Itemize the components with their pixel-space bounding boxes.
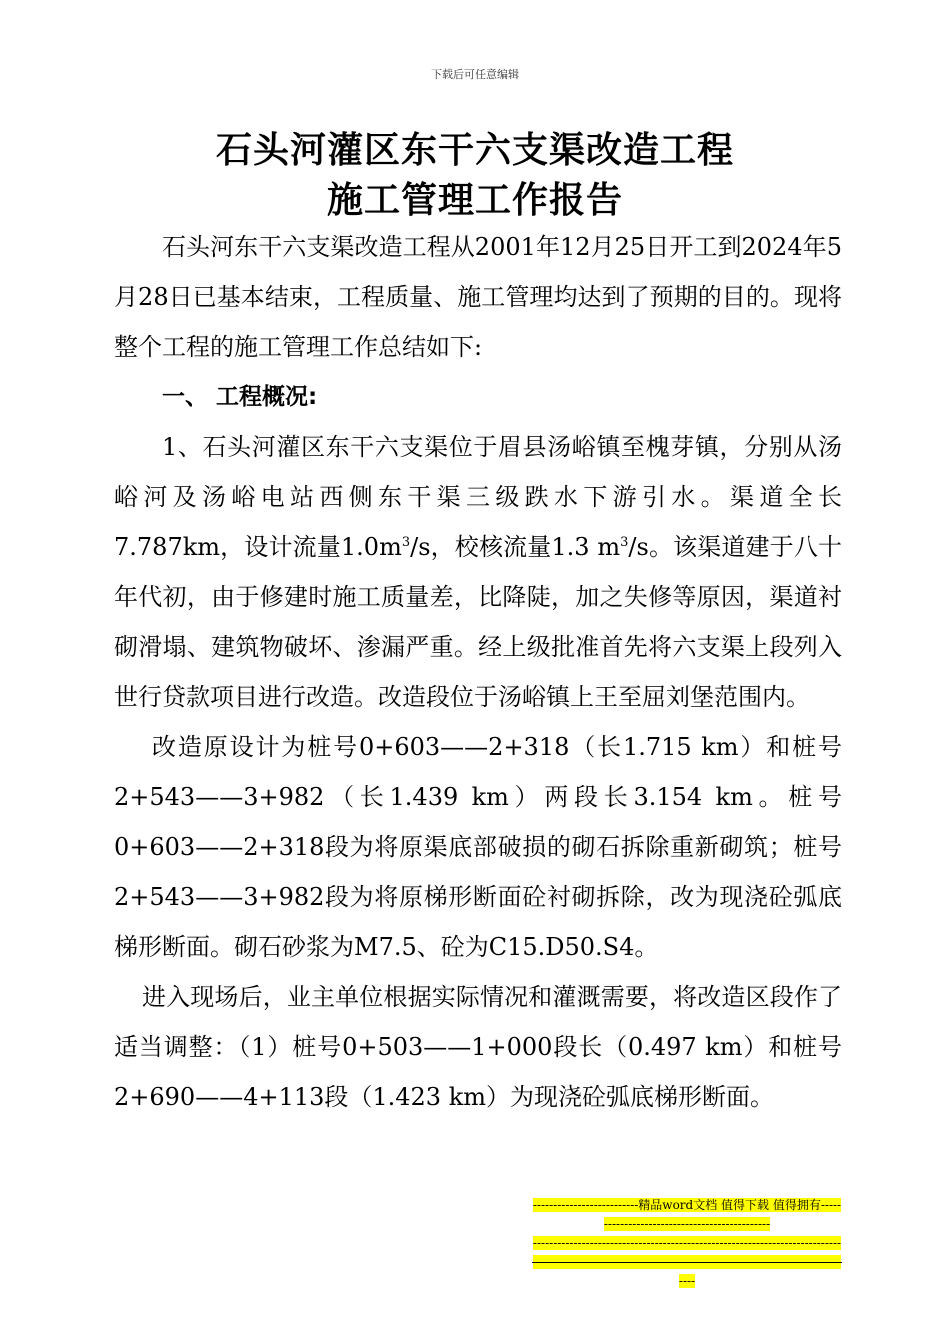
overview-text-a: 1、石头河灌区东干六支渠位于眉县汤峪镇至槐芽镇，分别从汤峪河及汤峪电站西侧东干渠三级跌水下游引水。渠道全长7.787km，设计流量1.0m [114, 433, 842, 561]
document-title-line-2: 施工管理工作报告 [326, 180, 623, 221]
overview-paragraph [114, 422, 842, 722]
footer-rule [532, 1262, 842, 1263]
intro-paragraph: 石头河东干六支渠改造工程从2001年12月25日开工到2024年5月28日已基本结束，工程质量、施工管理均达到了预期的目的。现将整个工程的施工管理工作总结如下: [114, 233, 842, 361]
superscript-3: 3 [620, 535, 629, 550]
section-heading: 一、 工程概况: [162, 384, 318, 410]
overview-text-c: /s。该渠道建于八十年代初，由于修建时施工质量差，比降陡，加之失修等原因，渠道衬砌滑塌、建筑物破坏、渗漏严重。经上级批准首先将六支渠上段列入世行贷款项目进行改造。改造段位于汤峪镇上王至屈刘堡范围内。 [114, 533, 842, 711]
footer-watermark [532, 1196, 842, 1291]
footer-line-1: --------------------------精品word文档 值得下载 值得拥有---------------------------------------------- [532, 1198, 842, 1231]
overview-text-b: /s，校核流量1.3 m [410, 533, 621, 561]
superscript-3: 3 [401, 535, 411, 550]
design-paragraph: 改造原设计为桩号0+603——2+318（长1.715 km）和桩号2+543——3+982（长1.439 km）两段长3.154 km。桩号0+603——2+318段为将原渠底部破损的砌石拆除重新砌筑；桩号2+543——3+982段为将原梯形断面砼衬砌拆除，改为现浇砼弧底梯形断面。砌石砂浆为M7.5、砼为C15.D50.S4。 [114, 733, 842, 961]
document-title-line-1: 石头河灌区东干六支渠改造工程 [215, 130, 734, 171]
footer-line-2: ------------------------------------------------------------------------------------------------------------------------------------------------------------ [532, 1236, 842, 1288]
header-note: 下载后可任意编辑 [431, 68, 519, 81]
document-body [114, 222, 842, 1122]
adjustment-paragraph: 进入现场后，业主单位根据实际情况和灌溉需要，将改造区段作了适当调整：（1）桩号0+503——1+000段长（0.497 km）和桩号2+690——4+113段（1.423 km）为现浇砼弧底梯形断面。 [114, 983, 842, 1111]
